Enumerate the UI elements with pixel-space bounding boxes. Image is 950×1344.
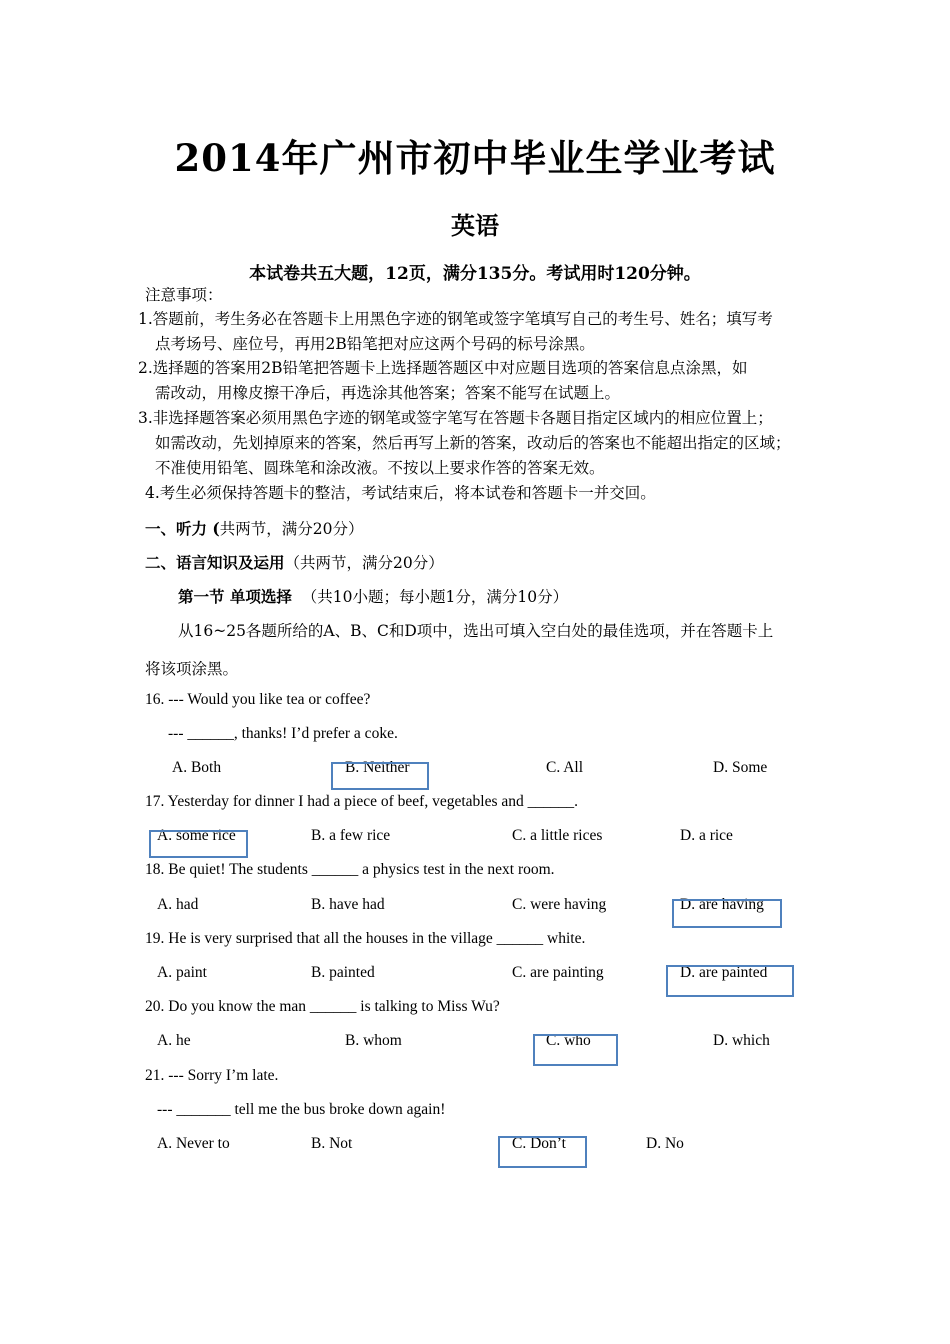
note-3-line-1: 3.非选择题答案必须用黑色字迹的钢笔或签字笔写在答题卡各题目指定区域内的相应位置上； (138, 409, 773, 427)
q21-answer-box (498, 1136, 587, 1168)
q20-option-c[interactable]: C. who (546, 1032, 591, 1049)
q18-option-b[interactable]: B. have had (311, 896, 385, 913)
q18-option-c[interactable]: C. were having (512, 896, 607, 913)
exam-title: 2014年广州市初中毕业生学业考试 (174, 136, 776, 180)
question-18-stem: 18. Be quiet! The students ______ a physics test in the next room. (145, 861, 555, 878)
note-4-line-1: 4.考生必须保持答题卡的整洁，考试结束后，将本试卷和答题卡一并交回。 (145, 484, 656, 502)
q19-option-a[interactable]: A. paint (157, 964, 207, 981)
q17-option-c[interactable]: C. a little rices (512, 827, 603, 844)
q18-option-d[interactable]: D. are having (680, 896, 764, 913)
section-2-note: （共两节，满分20分） (284, 554, 444, 572)
q16-option-c[interactable]: C. All (546, 759, 584, 776)
q16-option-b[interactable]: B. Neither (345, 759, 410, 776)
q19-option-c[interactable]: C. are painting (512, 964, 604, 981)
q21-option-d[interactable]: D. No (646, 1135, 684, 1152)
section-1-note: 共两节，满分20分） (219, 520, 364, 538)
question-16-stem-2: --- ______, thanks! I’d prefer a coke. (168, 725, 398, 742)
note-1-line-1: 1.答题前，考生务必在答题卡上用黑色字迹的钢笔或签字笔填写自己的考生号、姓名；填写考 (138, 310, 773, 328)
q20-answer-box (533, 1034, 618, 1066)
q19-answer-box (666, 965, 794, 997)
q16-option-a[interactable]: A. Both (172, 759, 222, 776)
section-1-heading (145, 517, 363, 539)
note-1-line-2: 点考场号、座位号，再用2B铅笔把对应这两个号码的标号涂黑。 (155, 335, 595, 353)
part-1-note: （共10小题；每小题1分，满分10分） (301, 588, 569, 606)
q16-answer-box (331, 762, 429, 790)
q21-option-c[interactable]: C. Don’t (512, 1135, 566, 1152)
part-1-heading (178, 585, 568, 607)
question-19-stem: 19. He is very surprised that all the houses in the village ______ white. (145, 930, 586, 947)
exam-summary: 本试卷共五大题，12页，满分135分。考试用时120分钟。 (249, 264, 701, 284)
question-16-stem: 16. --- Would you like tea or coffee? (145, 691, 371, 708)
note-3-line-3: 不准使用铅笔、圆珠笔和涂改液。不按以上要求作答的答案无效。 (155, 459, 605, 477)
notes-heading: 注意事项： (145, 286, 223, 304)
q17-answer-box (149, 830, 248, 858)
note-3-line-2: 如需改动，先划掉原来的答案，然后再写上新的答案，改动后的答案也不能超出指定的区域； (155, 434, 791, 452)
instruction-line-1: 从16~25各题所给的A、B、C和D项中，选出可填入空白处的最佳选项，并在答题卡上 (178, 622, 774, 640)
note-2-line-1: 2.选择题的答案用2B铅笔把答题卡上选择题答题区中对应题目选项的答案信息点涂黑，如 (138, 359, 748, 377)
q19-option-b[interactable]: B. painted (311, 964, 375, 981)
q21-option-b[interactable]: B. Not (311, 1135, 353, 1152)
part-1-title: 第一节 单项选择 (178, 587, 292, 606)
section-2-title: 二、语言知识及运用 (145, 553, 285, 572)
q17-option-b[interactable]: B. a few rice (311, 827, 391, 844)
note-2-line-2: 需改动，用橡皮擦干净后，再选涂其他答案；答案不能写在试题上。 (155, 384, 621, 402)
q18-option-a[interactable]: A. had (157, 896, 199, 913)
question-17-stem: 17. Yesterday for dinner I had a piece of beef, vegetables and ______. (145, 793, 578, 810)
q20-option-b[interactable]: B. whom (345, 1032, 402, 1049)
q17-option-d[interactable]: D. a rice (680, 827, 733, 844)
q20-option-d[interactable]: D. which (713, 1032, 770, 1049)
section-1-title: 一、听力 ( (145, 519, 220, 538)
q19-option-d[interactable]: D. are painted (680, 964, 768, 981)
q20-option-a[interactable]: A. he (157, 1032, 191, 1049)
question-20-stem: 20. Do you know the man ______ is talking to Miss Wu? (145, 998, 500, 1015)
q16-option-d[interactable]: D. Some (713, 759, 768, 776)
question-21-stem: 21. --- Sorry I’m late. (145, 1067, 279, 1084)
q17-option-a[interactable]: A. some rice (157, 827, 236, 844)
q18-answer-box (672, 899, 782, 928)
section-2-heading (145, 551, 444, 573)
subject-title: 英语 (451, 211, 499, 240)
question-21-stem-2: --- _______ tell me the bus broke down again! (157, 1101, 446, 1118)
q21-option-a[interactable]: A. Never to (157, 1135, 230, 1152)
instruction-line-2: 将该项涂黑。 (145, 660, 239, 678)
